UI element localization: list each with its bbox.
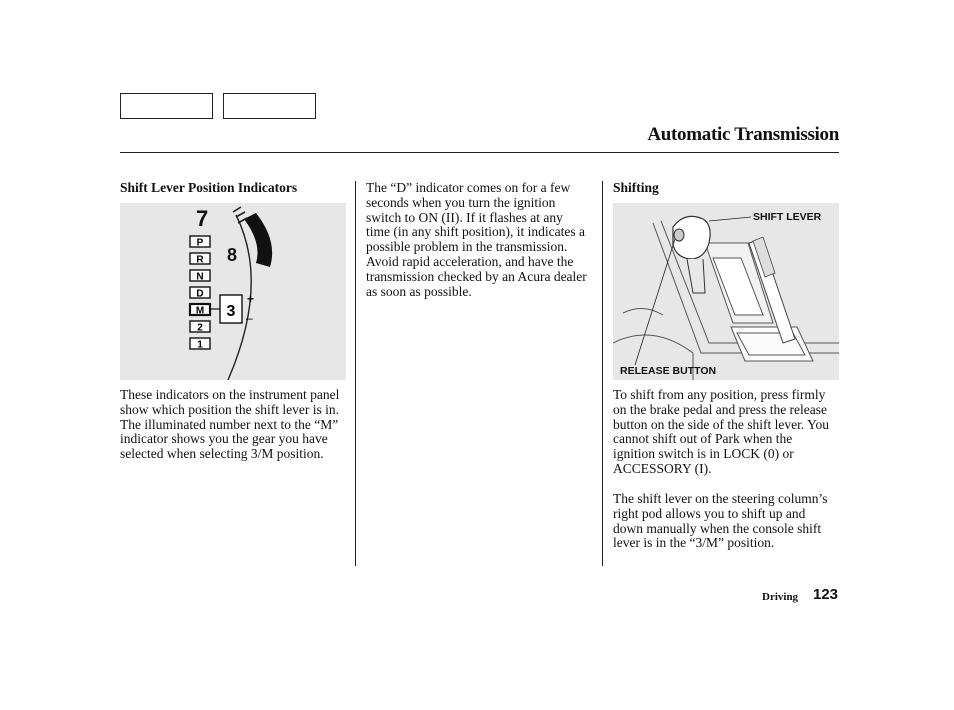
tach-redline-band — [244, 213, 272, 267]
svg-text:N: N — [196, 271, 204, 283]
gear-box-N — [190, 270, 210, 283]
shift-lever-illustration — [613, 203, 839, 380]
gear-box-D — [190, 287, 210, 300]
page-title: Automatic Transmission — [647, 124, 839, 145]
gear-box-R — [190, 253, 210, 266]
release-button-callout: RELEASE BUTTON — [620, 365, 717, 377]
gear-box-P — [190, 236, 210, 249]
shift-lever-svg — [613, 203, 839, 380]
gear-indicator-illustration — [120, 203, 346, 380]
gear-box-2 — [190, 321, 210, 334]
gear-box-1 — [190, 338, 210, 351]
svg-text:3: 3 — [226, 303, 236, 320]
gear-indicator-svg — [120, 203, 346, 380]
gear-box-M — [190, 304, 210, 317]
title-divider — [120, 152, 839, 153]
shifting-paragraph-2: The shift lever on the steering column’s right pod allows you to shift up and down manually when the console shift lever is in the “3/M” position. — [613, 491, 828, 551]
indicators-paragraph: These indicators on the instrument panel show which position the shift lever is in. The illuminated number next to the “M” indicator shows you the gear you have selected when selecting 3/M position. — [120, 387, 340, 462]
tach-tick — [233, 207, 241, 212]
svg-text:P: P — [196, 237, 204, 249]
release-button-icon — [674, 229, 684, 241]
downshift-minus-mark: – — [246, 311, 253, 325]
page-number: 123 — [813, 586, 839, 603]
section-heading-shifting: Shifting — [613, 180, 659, 195]
shift-lever-callout: SHIFT LEVER — [753, 211, 822, 223]
shift-lever-knob — [673, 216, 710, 293]
footer-section-label: Driving — [762, 591, 799, 603]
svg-text:2: 2 — [197, 322, 203, 334]
current-gear-readout — [220, 295, 242, 323]
tach-label: 8 — [227, 245, 238, 265]
d-indicator-paragraph: The “D” indicator comes on for a few seconds when you turn the ignition switch to ON (II). If it flashes at any time (in any shift position), it indicates a possible problem in the transmission. Avoid rapid acceleration, and have the transmission checked by an Acura dealer as soon as possible. — [366, 180, 587, 299]
svg-text:D: D — [196, 288, 204, 300]
section-heading-indicators: Shift Lever Position Indicators — [120, 180, 298, 195]
svg-text:1: 1 — [197, 339, 203, 351]
svg-text:M: M — [195, 305, 205, 317]
nav-tab-box[interactable] — [120, 93, 213, 119]
tach-tick — [236, 212, 245, 217]
console-outline — [613, 221, 839, 380]
shifting-paragraph-1: To shift from any position, press firmly on the brake pedal and press the release button on the side of the shift lever. You cannot shift out of Park when the ignition switch is in LOCK (0) or ACCESSORY (I). — [613, 387, 829, 476]
column-divider — [602, 181, 603, 566]
tach-label: 7 — [196, 206, 209, 231]
column-divider — [355, 181, 356, 566]
svg-text:R: R — [196, 254, 204, 266]
nav-tab-box[interactable] — [223, 93, 316, 119]
upshift-plus-mark: + — [247, 292, 255, 306]
